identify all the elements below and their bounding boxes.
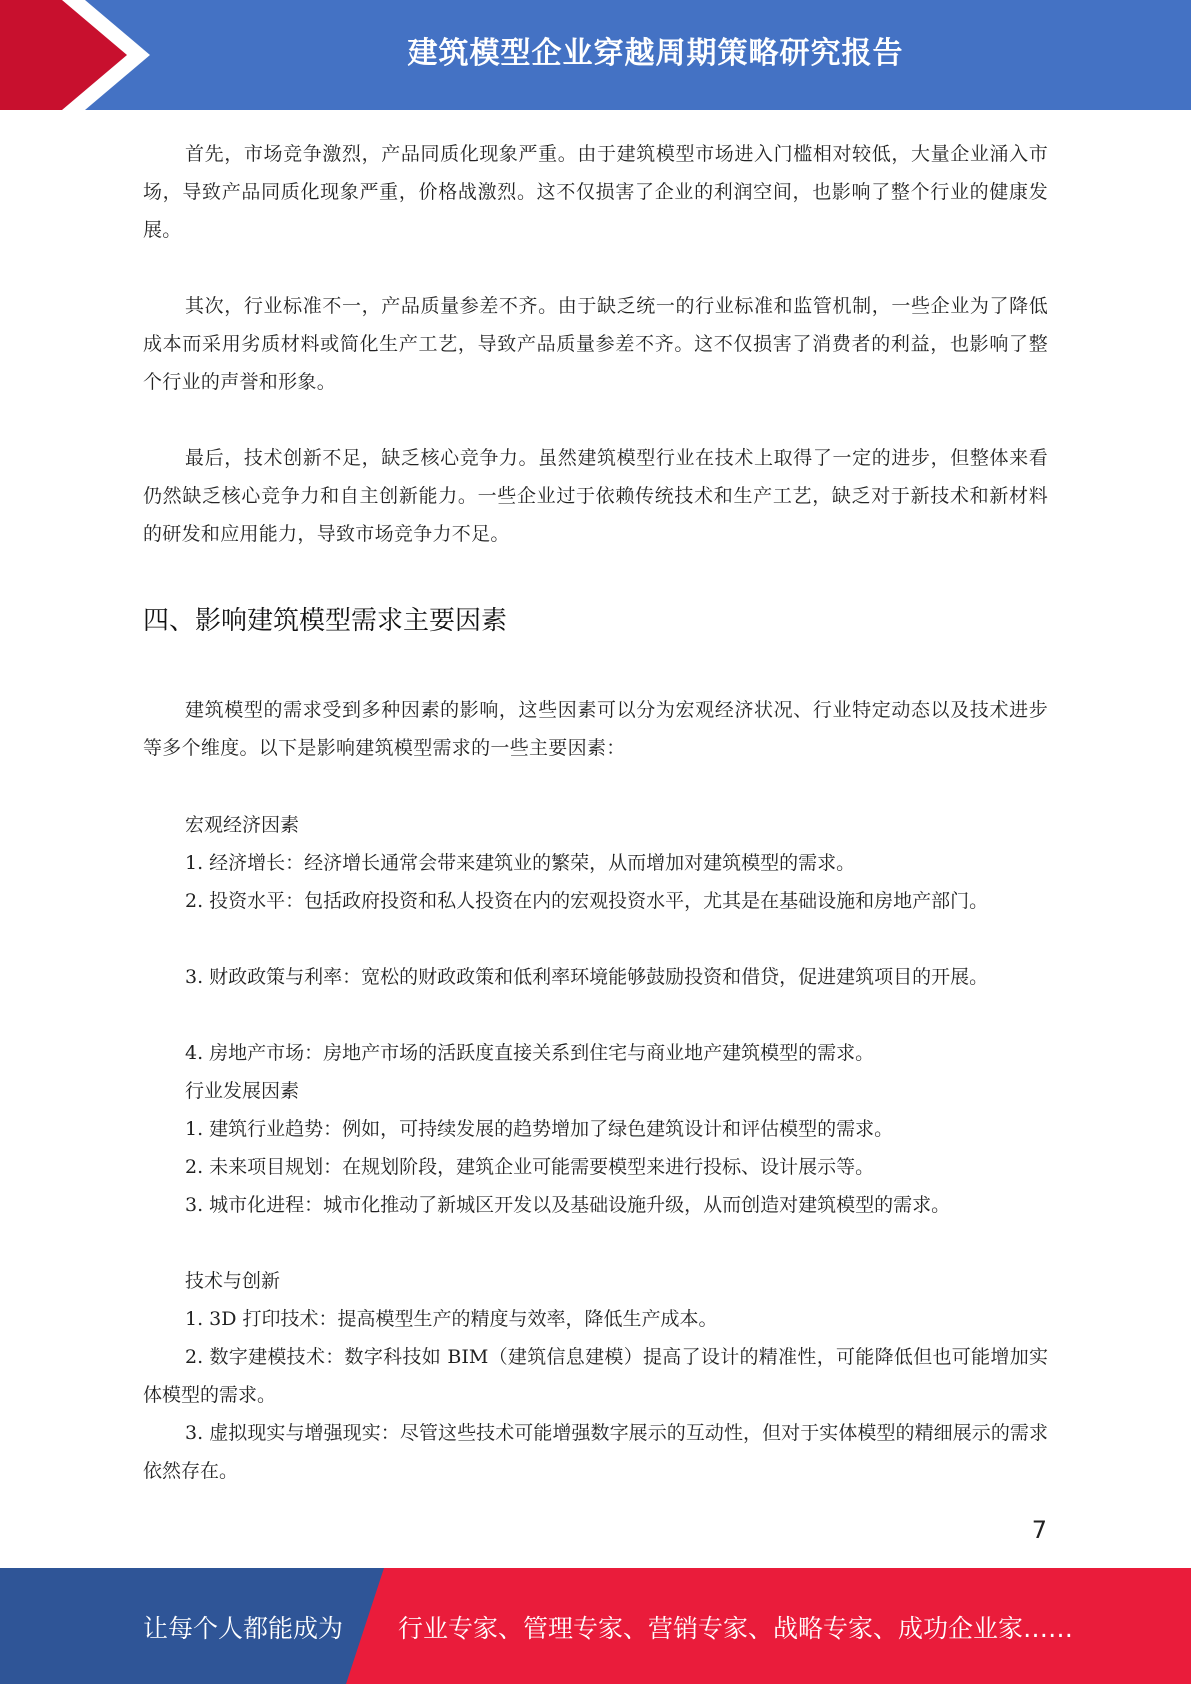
group-title-industry: 行业发展因素 <box>185 1080 300 1102</box>
list-item: 4. 房地产市场：房地产市场的活跃度直接关系到住宅与商业地产建筑模型的需求。 <box>185 1042 875 1064</box>
list-item: 2. 投资水平：包括政府投资和私人投资在内的宏观投资水平，尤其是在基础设施和房地产部门。 <box>185 890 989 912</box>
paragraph-standards: 其次，行业标准不一，产品质量参差不齐。由于缺乏统一的行业标准和监管机制，一些企业为了降低成本而采用劣质材料或简化生产工艺，导致产品质量参差不齐。这不仅损害了消费者的利益，也影响了整个行业的声誉和形象。 <box>143 295 1048 393</box>
list-item: 1. 经济增长：经济增长通常会带来建筑业的繁荣，从而增加对建筑模型的需求。 <box>185 852 856 874</box>
footer-slogan-right: 行业专家、管理专家、营销专家、战略专家、成功企业家…… <box>398 1614 1074 1643</box>
list-item: 2. 未来项目规划：在规划阶段，建筑企业可能需要模型来进行投标、设计展示等。 <box>185 1156 875 1178</box>
footer-slogan-left: 让每个人都能成为 <box>143 1614 344 1643</box>
list-item: 2. 数字建模技术：数字科技如 BIM（建筑信息建模）提高了设计的精准性，可能降低但也可能增加实体模型的需求。 <box>143 1346 1048 1406</box>
report-title: 建筑模型企业穿越周期策略研究报告 <box>407 36 904 71</box>
list-item: 1. 建筑行业趋势：例如，可持续发展的趋势增加了绿色建筑设计和评估模型的需求。 <box>185 1118 894 1140</box>
page-number: 7 <box>1031 1516 1047 1544</box>
list-item: 3. 虚拟现实与增强现实：尽管这些技术可能增强数字展示的互动性，但对于实体模型的精细展示的需求依然存在。 <box>143 1422 1048 1482</box>
group-title-macro: 宏观经济因素 <box>185 814 300 836</box>
list-item: 3. 城市化进程：城市化推动了新城区开发以及基础设施升级，从而创造对建筑模型的需求。 <box>185 1194 951 1216</box>
list-item: 1. 3D 打印技术：提高模型生产的精度与效率，降低生产成本。 <box>185 1308 718 1330</box>
group-title-technology: 技术与创新 <box>185 1270 281 1292</box>
list-item: 3. 财政政策与利率：宽松的财政政策和低利率环境能够鼓励投资和借贷，促进建筑项目的开展。 <box>185 966 989 988</box>
paragraph-innovation: 最后，技术创新不足，缺乏核心竞争力。虽然建筑模型行业在技术上取得了一定的进步，但整体来看仍然缺乏核心竞争力和自主创新能力。一些企业过于依赖传统技术和生产工艺，缺乏对于新技术和新材料的研发和应用能力，导致市场竞争力不足。 <box>143 447 1048 545</box>
page-footer <box>0 1568 1191 1684</box>
paragraph-competition: 首先，市场竞争激烈，产品同质化现象严重。由于建筑模型市场进入门槛相对较低，大量企业涌入市场，导致产品同质化现象严重，价格战激烈。这不仅损害了企业的利润空间，也影响了整个行业的健康发展。 <box>143 143 1048 241</box>
section-intro: 建筑模型的需求受到多种因素的影响，这些因素可以分为宏观经济状况、行业特定动态以及技术进步等多个维度。以下是影响建筑模型需求的一些主要因素： <box>143 699 1048 759</box>
section-heading: 四、影响建筑模型需求主要因素 <box>143 606 508 636</box>
page-header <box>0 0 1191 110</box>
